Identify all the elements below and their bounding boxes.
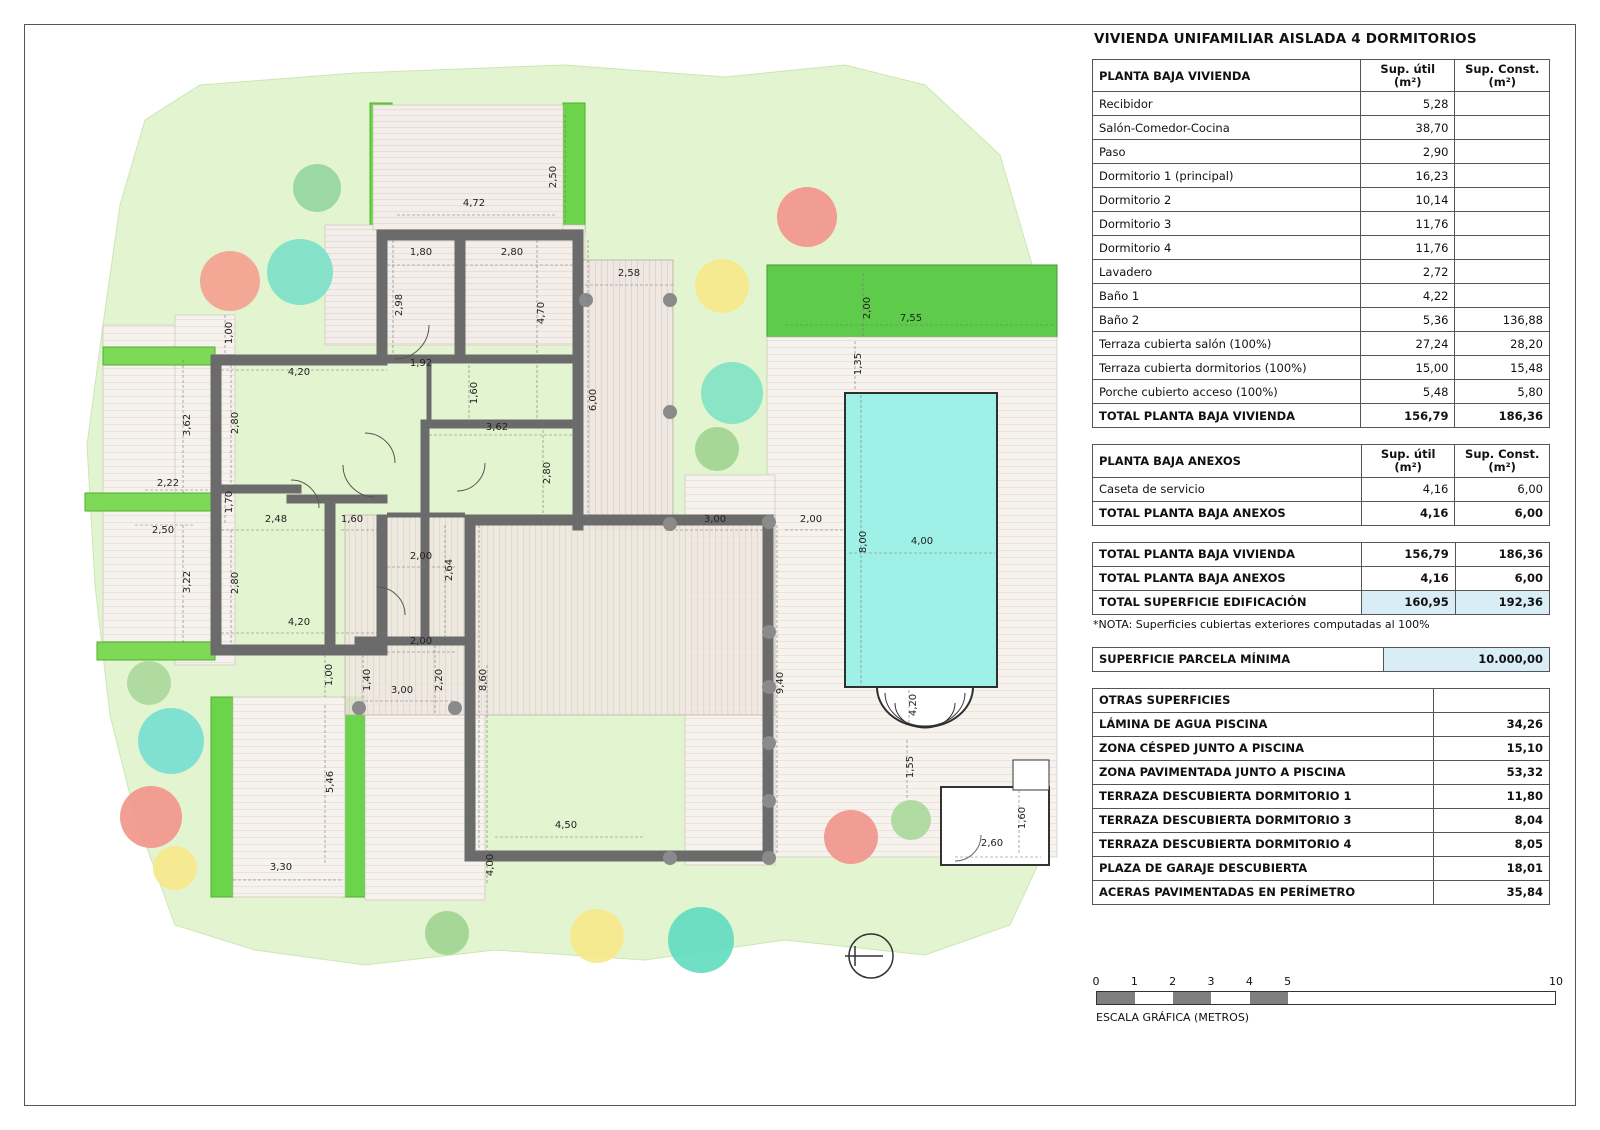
- table-otras-superficies: [1092, 688, 1550, 905]
- table-row: [1093, 808, 1550, 832]
- row-label: Dormitorio 1 (principal): [1093, 164, 1361, 188]
- row-label: TOTAL PLANTA BAJA VIVIENDA: [1093, 542, 1362, 566]
- dimension-label: 4,50: [554, 820, 578, 831]
- dimension-label: 2,48: [264, 514, 288, 525]
- row-sup-util: 38,70: [1361, 116, 1455, 140]
- dimension-label: 6,00: [588, 388, 599, 412]
- th-sup-const: Sup. Const. (m²): [1455, 60, 1550, 92]
- row-sup-util: 16,23: [1361, 164, 1455, 188]
- row-sup-const: 6,00: [1455, 566, 1549, 590]
- otras-header-value: [1433, 688, 1549, 712]
- row-sup-const: [1455, 164, 1550, 188]
- scale-bar-graphic: [1096, 991, 1556, 1005]
- row-sup-const: [1455, 92, 1550, 116]
- scale-tick: 1: [1130, 975, 1138, 988]
- dimension-label: 5,46: [325, 770, 336, 794]
- scale-bar-label: ESCALA GRÁFICA (METROS): [1096, 1011, 1250, 1024]
- th-planta-baja-anexos: PLANTA BAJA ANEXOS: [1093, 445, 1362, 477]
- dimension-label: 1,60: [1017, 806, 1028, 830]
- dimension-label: 8,60: [478, 668, 489, 692]
- dimension-label: 1,40: [362, 668, 373, 692]
- row-label: Terraza cubierta salón (100%): [1093, 332, 1361, 356]
- table-row: [1093, 332, 1550, 356]
- dimension-label: 8,00: [858, 530, 869, 554]
- table-row: [1093, 284, 1550, 308]
- dimension-label: 2,00: [862, 296, 873, 320]
- dimension-label: 4,20: [287, 617, 311, 628]
- table-row: [1093, 501, 1550, 525]
- row-label: Salón-Comedor-Cocina: [1093, 116, 1361, 140]
- row-value: 34,26: [1433, 712, 1549, 736]
- dimension-label: 2,80: [230, 411, 241, 435]
- table-row: [1093, 140, 1550, 164]
- row-label: ZONA PAVIMENTADA JUNTO A PISCINA: [1093, 760, 1434, 784]
- table-parcela: [1092, 647, 1550, 672]
- row-sup-util: 156,79: [1361, 404, 1455, 428]
- table-row: [1093, 542, 1550, 566]
- table-row: [1093, 116, 1550, 140]
- table-planta-baja-vivienda: [1092, 59, 1550, 428]
- row-label: TOTAL PLANTA BAJA VIVIENDA: [1093, 404, 1361, 428]
- surfaces-panel: [1088, 28, 1558, 905]
- dimension-label: 2,20: [434, 668, 445, 692]
- dimension-label: 1,55: [905, 755, 916, 779]
- row-sup-util: 27,24: [1361, 332, 1455, 356]
- row-sup-const: [1455, 236, 1550, 260]
- row-label: Paso: [1093, 140, 1361, 164]
- row-label: Dormitorio 4: [1093, 236, 1361, 260]
- dimension-label: 2,80: [500, 247, 524, 258]
- page-title: VIVIENDA UNIFAMILIAR AISLADA 4 DORMITORIOS: [1094, 31, 1477, 47]
- row-label: Recibidor: [1093, 92, 1361, 116]
- scale-tick: 3: [1207, 975, 1215, 988]
- dimension-label: 2,64: [444, 558, 455, 582]
- row-label: Dormitorio 3: [1093, 212, 1361, 236]
- dimension-label: 7,55: [899, 313, 923, 324]
- dimension-label: 1,60: [469, 381, 480, 405]
- dimension-label: 3,62: [485, 422, 509, 433]
- parcela-value: 10.000,00: [1384, 647, 1550, 671]
- dimension-label: 3,30: [269, 862, 293, 873]
- row-sup-util: 4,22: [1361, 284, 1455, 308]
- row-value: 8,04: [1433, 808, 1549, 832]
- table-row: [1093, 856, 1550, 880]
- row-label: Caseta de servicio: [1093, 477, 1362, 501]
- row-label: Baño 2: [1093, 308, 1361, 332]
- table-row: [1093, 832, 1550, 856]
- table-row: [1093, 760, 1550, 784]
- dimension-label: 1,80: [409, 247, 433, 258]
- row-label: Dormitorio 2: [1093, 188, 1361, 212]
- row-label: TOTAL PLANTA BAJA ANEXOS: [1093, 566, 1362, 590]
- graphic-scale: [1092, 975, 1563, 1024]
- row-value: 18,01: [1433, 856, 1549, 880]
- dimension-label: 2,50: [548, 165, 559, 189]
- dimension-label: 3,62: [182, 413, 193, 437]
- th-planta-baja-vivienda: PLANTA BAJA VIVIENDA: [1093, 60, 1361, 92]
- row-label: ZONA CÉSPED JUNTO A PISCINA: [1093, 736, 1434, 760]
- row-sup-const: 192,36: [1455, 590, 1549, 614]
- parcela-label: SUPERFICIE PARCELA MÍNIMA: [1093, 647, 1384, 671]
- row-sup-const: 5,80: [1455, 380, 1550, 404]
- row-label: TOTAL SUPERFICIE EDIFICACIÓN: [1093, 590, 1362, 614]
- table-row: [1093, 260, 1550, 284]
- dimension-label: 1,00: [324, 663, 335, 687]
- row-sup-util: 156,79: [1361, 542, 1455, 566]
- row-sup-const: 6,00: [1455, 501, 1550, 525]
- row-sup-const: [1455, 116, 1550, 140]
- dimension-label: 3,00: [703, 514, 727, 525]
- dimension-label: 2,60: [980, 838, 1004, 849]
- scale-tick: 5: [1284, 975, 1292, 988]
- th-anexos-sup-const: Sup. Const. (m²): [1455, 445, 1550, 477]
- row-sup-util: 160,95: [1361, 590, 1455, 614]
- table-row: [1093, 188, 1550, 212]
- row-label: TOTAL PLANTA BAJA ANEXOS: [1093, 501, 1362, 525]
- row-sup-util: 4,16: [1361, 566, 1455, 590]
- row-value: 35,84: [1433, 880, 1549, 904]
- row-sup-const: [1455, 212, 1550, 236]
- table-row: [1093, 356, 1550, 380]
- table-row: [1093, 308, 1550, 332]
- dimension-label: 1,00: [224, 321, 235, 345]
- dimension-label: 4,00: [485, 853, 496, 877]
- dimension-label: 3,00: [390, 685, 414, 696]
- scale-tick: 4: [1245, 975, 1253, 988]
- table-row: [1093, 712, 1550, 736]
- row-sup-const: 186,36: [1455, 404, 1550, 428]
- scale-tick: 10: [1549, 975, 1563, 988]
- row-value: 11,80: [1433, 784, 1549, 808]
- table-row: [1093, 404, 1550, 428]
- otras-header: OTRAS SUPERFICIES: [1093, 688, 1434, 712]
- table-row: [1093, 784, 1550, 808]
- table-row: [1093, 380, 1550, 404]
- table-planta-baja-anexos: [1092, 444, 1550, 525]
- table-resumen: [1092, 542, 1550, 615]
- dimension-label: 2,80: [542, 461, 553, 485]
- floor-plan-drawing: [25, 25, 1085, 1105]
- note-superficies: *NOTA: Superficies cubiertas exteriores computadas al 100%: [1093, 617, 1430, 631]
- row-value: 15,10: [1433, 736, 1549, 760]
- dimension-label: 1,92: [409, 358, 433, 369]
- row-sup-const: 186,36: [1455, 542, 1549, 566]
- row-sup-util: 5,36: [1361, 308, 1455, 332]
- otras-header-row: [1093, 688, 1550, 712]
- row-sup-const: [1455, 140, 1550, 164]
- row-value: 53,32: [1433, 760, 1549, 784]
- row-label: Porche cubierto acceso (100%): [1093, 380, 1361, 404]
- dimension-label: 4,70: [536, 301, 547, 325]
- row-sup-const: [1455, 188, 1550, 212]
- row-label: Terraza cubierta dormitorios (100%): [1093, 356, 1361, 380]
- table-row: [1093, 566, 1550, 590]
- dimension-label: 2,00: [409, 636, 433, 647]
- dimension-label: 3,22: [182, 570, 193, 594]
- dimension-label: 4,00: [910, 536, 934, 547]
- row-label: Baño 1: [1093, 284, 1361, 308]
- scale-tick: 0: [1092, 975, 1100, 988]
- table-row: [1093, 236, 1550, 260]
- row-sup-util: 4,16: [1361, 501, 1454, 525]
- row-label: TERRAZA DESCUBIERTA DORMITORIO 1: [1093, 784, 1434, 808]
- row-sup-util: 11,76: [1361, 212, 1455, 236]
- dimension-label: 2,22: [156, 478, 180, 489]
- row-sup-util: 2,72: [1361, 260, 1455, 284]
- row-label: TERRAZA DESCUBIERTA DORMITORIO 4: [1093, 832, 1434, 856]
- row-sup-util: 5,48: [1361, 380, 1455, 404]
- dimension-label: 2,58: [617, 268, 641, 279]
- dimension-label: 1,35: [853, 352, 864, 376]
- row-label: ACERAS PAVIMENTADAS EN PERÍMETRO: [1093, 880, 1434, 904]
- row-label: PLAZA DE GARAJE DESCUBIERTA: [1093, 856, 1434, 880]
- row-label: Lavadero: [1093, 260, 1361, 284]
- dimension-label: 1,60: [340, 514, 364, 525]
- row-sup-util: 11,76: [1361, 236, 1455, 260]
- row-sup-util: 2,90: [1361, 140, 1455, 164]
- dimension-label: 4,72: [462, 198, 486, 209]
- table-row: [1093, 590, 1550, 614]
- scale-tick: 2: [1169, 975, 1177, 988]
- row-label: LÁMINA DE AGUA PISCINA: [1093, 712, 1434, 736]
- dimension-label: 4,20: [287, 367, 311, 378]
- row-sup-const: 15,48: [1455, 356, 1550, 380]
- dimension-label: 2,00: [409, 551, 433, 562]
- dimension-label: 4,20: [908, 693, 919, 717]
- dimension-label: 2,80: [230, 571, 241, 595]
- table-row: [1093, 212, 1550, 236]
- table-row: [1093, 736, 1550, 760]
- th-anexos-sup-util: Sup. útil (m²): [1361, 445, 1454, 477]
- dimension-label: 9,40: [775, 671, 786, 695]
- dimension-label: 2,00: [799, 514, 823, 525]
- table-row: [1093, 477, 1550, 501]
- row-label: TERRAZA DESCUBIERTA DORMITORIO 3: [1093, 808, 1434, 832]
- table-row: [1093, 164, 1550, 188]
- row-sup-const: 136,88: [1455, 308, 1550, 332]
- swimming-pool: [845, 393, 997, 728]
- row-sup-util: 5,28: [1361, 92, 1455, 116]
- row-value: 8,05: [1433, 832, 1549, 856]
- table-row: [1093, 92, 1550, 116]
- dimension-label: 1,70: [224, 490, 235, 514]
- row-sup-const: 28,20: [1455, 332, 1550, 356]
- dimension-label: 2,50: [151, 525, 175, 536]
- row-sup-util: 4,16: [1361, 477, 1454, 501]
- row-sup-const: 6,00: [1455, 477, 1550, 501]
- th-sup-util: Sup. útil (m²): [1361, 60, 1455, 92]
- row-sup-const: [1455, 284, 1550, 308]
- dimension-label: 2,98: [394, 293, 405, 317]
- row-sup-util: 15,00: [1361, 356, 1455, 380]
- row-sup-const: [1455, 260, 1550, 284]
- table-row: [1093, 880, 1550, 904]
- row-sup-util: 10,14: [1361, 188, 1455, 212]
